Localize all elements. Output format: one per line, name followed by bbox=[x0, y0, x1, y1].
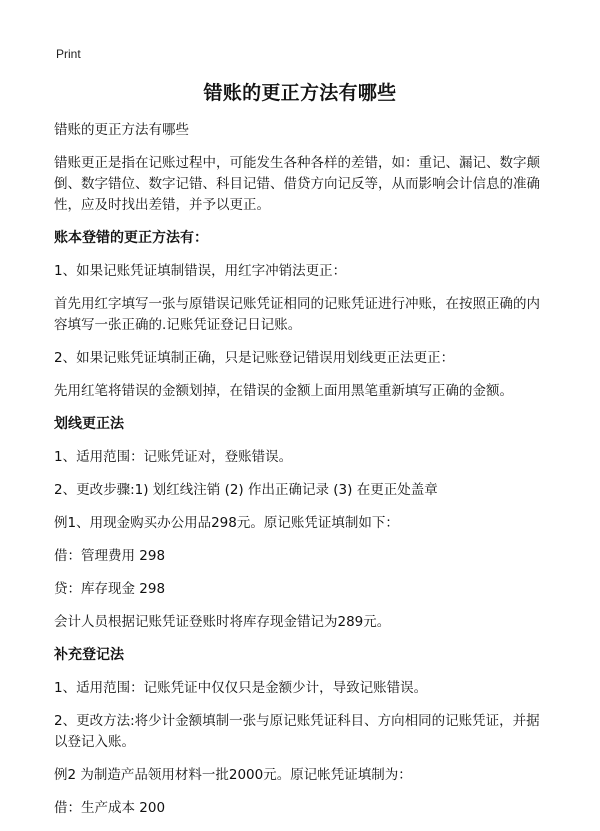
paragraph-supplement-scope: 1、适用范围：记账凭证中仅仅只是金额少计，导致记账错误。 bbox=[54, 680, 428, 696]
paragraph-case-2-detail: 先用红笔将错误的金额划掉，在错误的金额上面用黑笔重新填写正确的金额。 bbox=[54, 383, 513, 399]
paragraph-case-1: 1、如果记账凭证填制错误，用红字冲销法更正： bbox=[54, 263, 347, 279]
paragraph-example-2-debit: 借：生产成本 200 bbox=[54, 800, 166, 816]
paragraph-example-1-error: 会计人员根据记账凭证登账时将库存现金错记为289元。 bbox=[54, 614, 391, 630]
page-title: 错账的更正方法有哪些 bbox=[203, 82, 397, 104]
paragraph-debit: 借：管理费用 298 bbox=[54, 548, 166, 564]
print-link[interactable]: Print bbox=[56, 47, 81, 61]
paragraph-credit: 贷：库存现金 298 bbox=[54, 581, 166, 597]
section-heading-ledger-errors: 账本登错的更正方法有： bbox=[54, 230, 208, 246]
article-body bbox=[54, 120, 548, 831]
paragraph-case-1-detail: 首先用红字填写一张与原错误记账凭证相同的记账凭证进行冲账，在按照正确的内容填写一张正确的.记账凭证登记日记账。 bbox=[54, 296, 540, 333]
paragraph-supplement-method: 2、更改方法:将少计金额填制一张与原记账凭证科目、方向相同的记账凭证，并据以登记入账。 bbox=[54, 713, 540, 750]
paragraph-example-2: 例2 为制造产品领用材料一批2000元。原记帐凭证填制为： bbox=[54, 767, 412, 783]
paragraph-example-1: 例1、用现金购买办公用品298元。原记账凭证填制如下： bbox=[54, 515, 399, 531]
section-heading-supplement: 补充登记法 bbox=[54, 647, 124, 663]
section-heading-line-correction: 划线更正法 bbox=[54, 416, 124, 432]
paragraph-case-2: 2、如果记账凭证填制正确，只是记账登记错误用划线更正法更正： bbox=[54, 350, 455, 366]
paragraph-steps: 2、更改步骤:1) 划红线注销 (2) 作出正确记录 (3) 在更正处盖章 bbox=[54, 482, 438, 498]
paragraph-intro: 错账更正是指在记账过程中，可能发生各种各样的差错，如：重记、漏记、数字颠倒、数字错位、数字记错、科目记错、借贷方向记反等，从而影响会计信息的准确性，应及时找出差错，并予以更正。 bbox=[54, 155, 540, 213]
paragraph-subtitle: 错账的更正方法有哪些 bbox=[54, 122, 189, 138]
paragraph-scope: 1、适用范围：记账凭证对，登账错误。 bbox=[54, 449, 293, 465]
